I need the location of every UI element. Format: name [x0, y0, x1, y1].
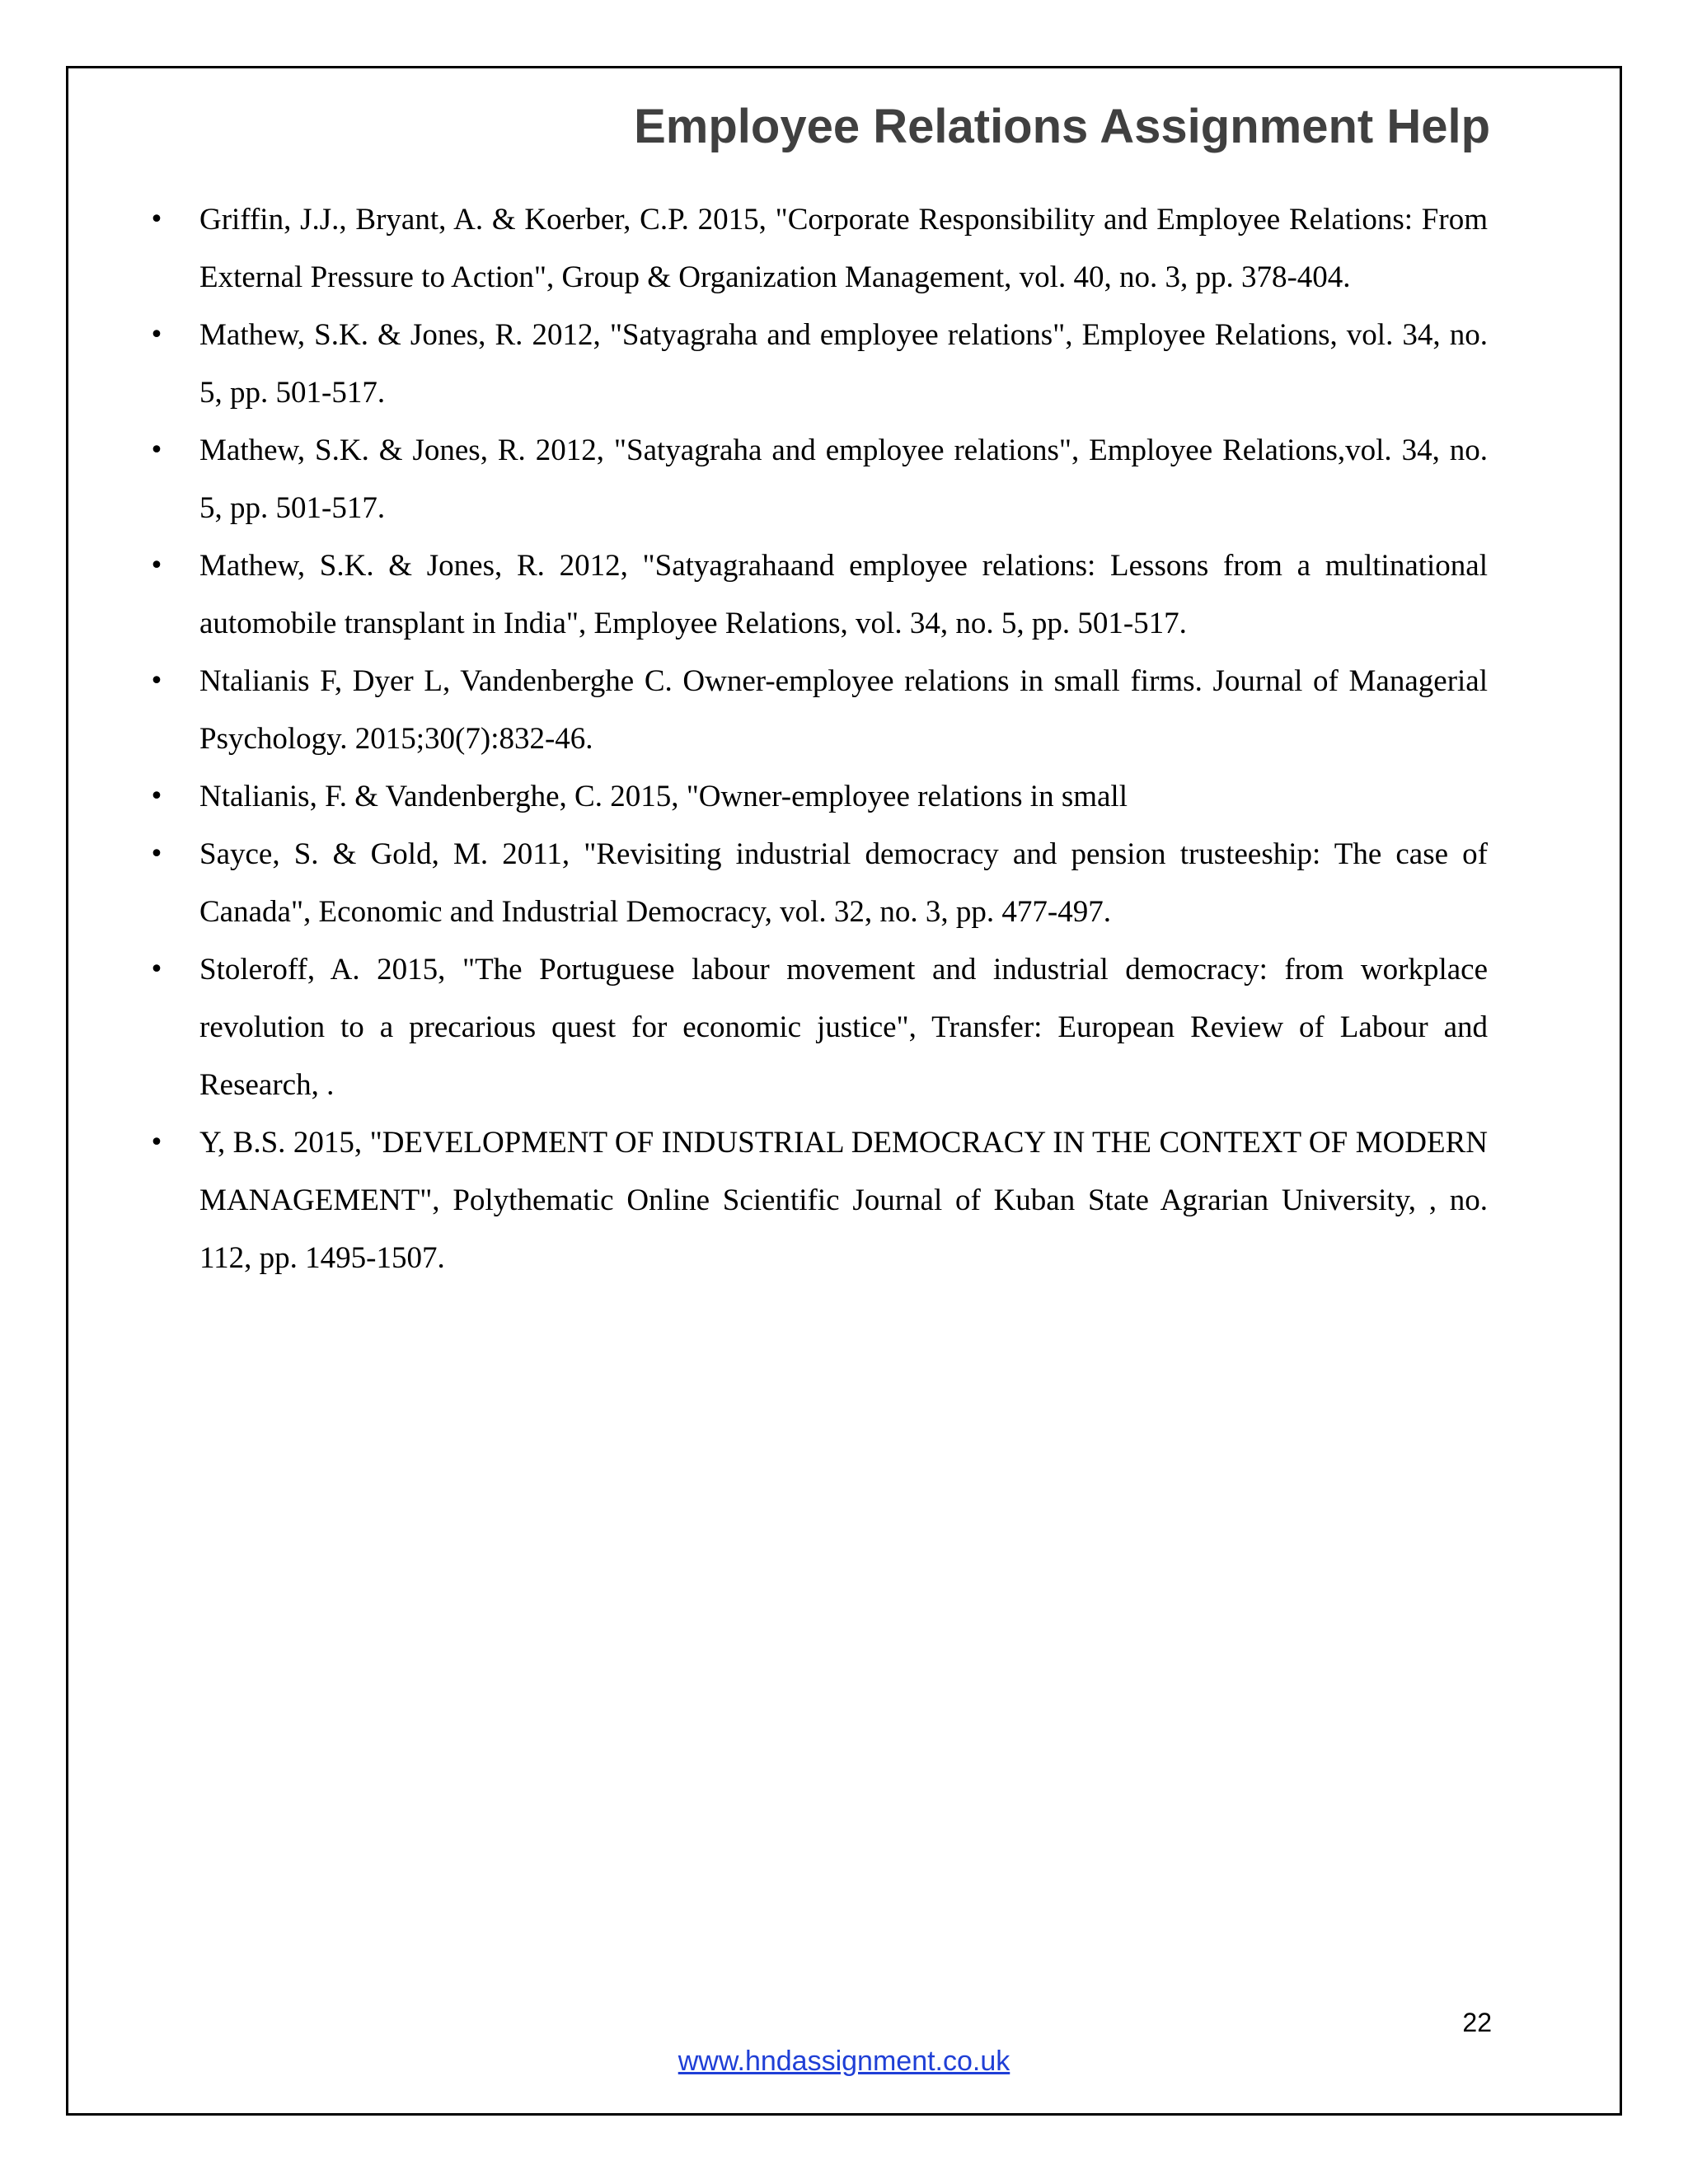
bullet-icon: •: [149, 782, 164, 811]
bullet-icon: •: [149, 551, 164, 580]
website-link[interactable]: www.hndassignment.co.uk: [678, 2046, 1010, 2077]
bullet-icon: •: [149, 436, 164, 465]
bullet-icon: •: [149, 667, 164, 696]
reference-text: Mathew, S.K. & Jones, R. 2012, "Satyagraha and employee relations", Employee Relations, vol. 34, no. 5, pp. 501-517.: [199, 318, 1488, 410]
reference-item: [144, 191, 1488, 307]
reference-text: Ntalianis, F. & Vandenberghe, C. 2015, "Owner-employee relations in small: [199, 780, 1128, 813]
page-title: Employee Relations Assignment Help: [634, 100, 1490, 153]
reference-item: [144, 307, 1488, 422]
page-number: 22: [1462, 2008, 1492, 2037]
bullet-icon: •: [149, 955, 164, 984]
reference-text: Sayce, S. & Gold, M. 2011, "Revisiting industrial democracy and pension trusteeship: The case of Canada", Economic and Industrial Democracy, vol. 32, no. 3, pp. 477-497.: [199, 837, 1488, 929]
reference-item: [144, 768, 1488, 826]
reference-text: Ntalianis F, Dyer L, Vandenberghe C. Owner-employee relations in small firms. Journal of Managerial Psychology. 2015;30(7):832-46.: [199, 664, 1488, 756]
bullet-icon: •: [149, 321, 164, 349]
reference-text: Y, B.S. 2015, "DEVELOPMENT OF INDUSTRIAL DEMOCRACY IN THE CONTEXT OF MODERN MANAGEMENT", Polythematic Online Scientific Journal of Kuban State Agrarian University, , no. 112, pp. 1495-1507.: [199, 1126, 1488, 1275]
reference-item: [144, 1114, 1488, 1287]
reference-item: [144, 422, 1488, 537]
bullet-icon: •: [149, 840, 164, 869]
reference-text: Griffin, J.J., Bryant, A. & Koerber, C.P. 2015, "Corporate Responsibility and Employee Relations: From External Pressure to Action", Group & Organization Management, vol. 40, no. 3, pp. 378-404.: [199, 203, 1488, 294]
reference-item: [144, 941, 1488, 1114]
bullet-icon: •: [149, 1128, 164, 1157]
reference-item: [144, 537, 1488, 653]
reference-item: [144, 826, 1488, 941]
bullet-icon: •: [149, 205, 164, 234]
reference-item: [144, 653, 1488, 768]
reference-list: [144, 191, 1488, 1287]
reference-text: Mathew, S.K. & Jones, R. 2012, "Satyagrahaand employee relations: Lessons from a multinational automobile transplant in India", Employee Relations, vol. 34, no. 5, pp. 501-517.: [199, 549, 1488, 640]
reference-text: Stoleroff, A. 2015, "The Portuguese labour movement and industrial democracy: from workplace revolution to a precarious quest for economic justice", Transfer: European Review of Labour and Research, .: [199, 953, 1488, 1102]
reference-text: Mathew, S.K. & Jones, R. 2012, "Satyagraha and employee relations", Employee Relations,vol. 34, no. 5, pp. 501-517.: [199, 434, 1488, 525]
